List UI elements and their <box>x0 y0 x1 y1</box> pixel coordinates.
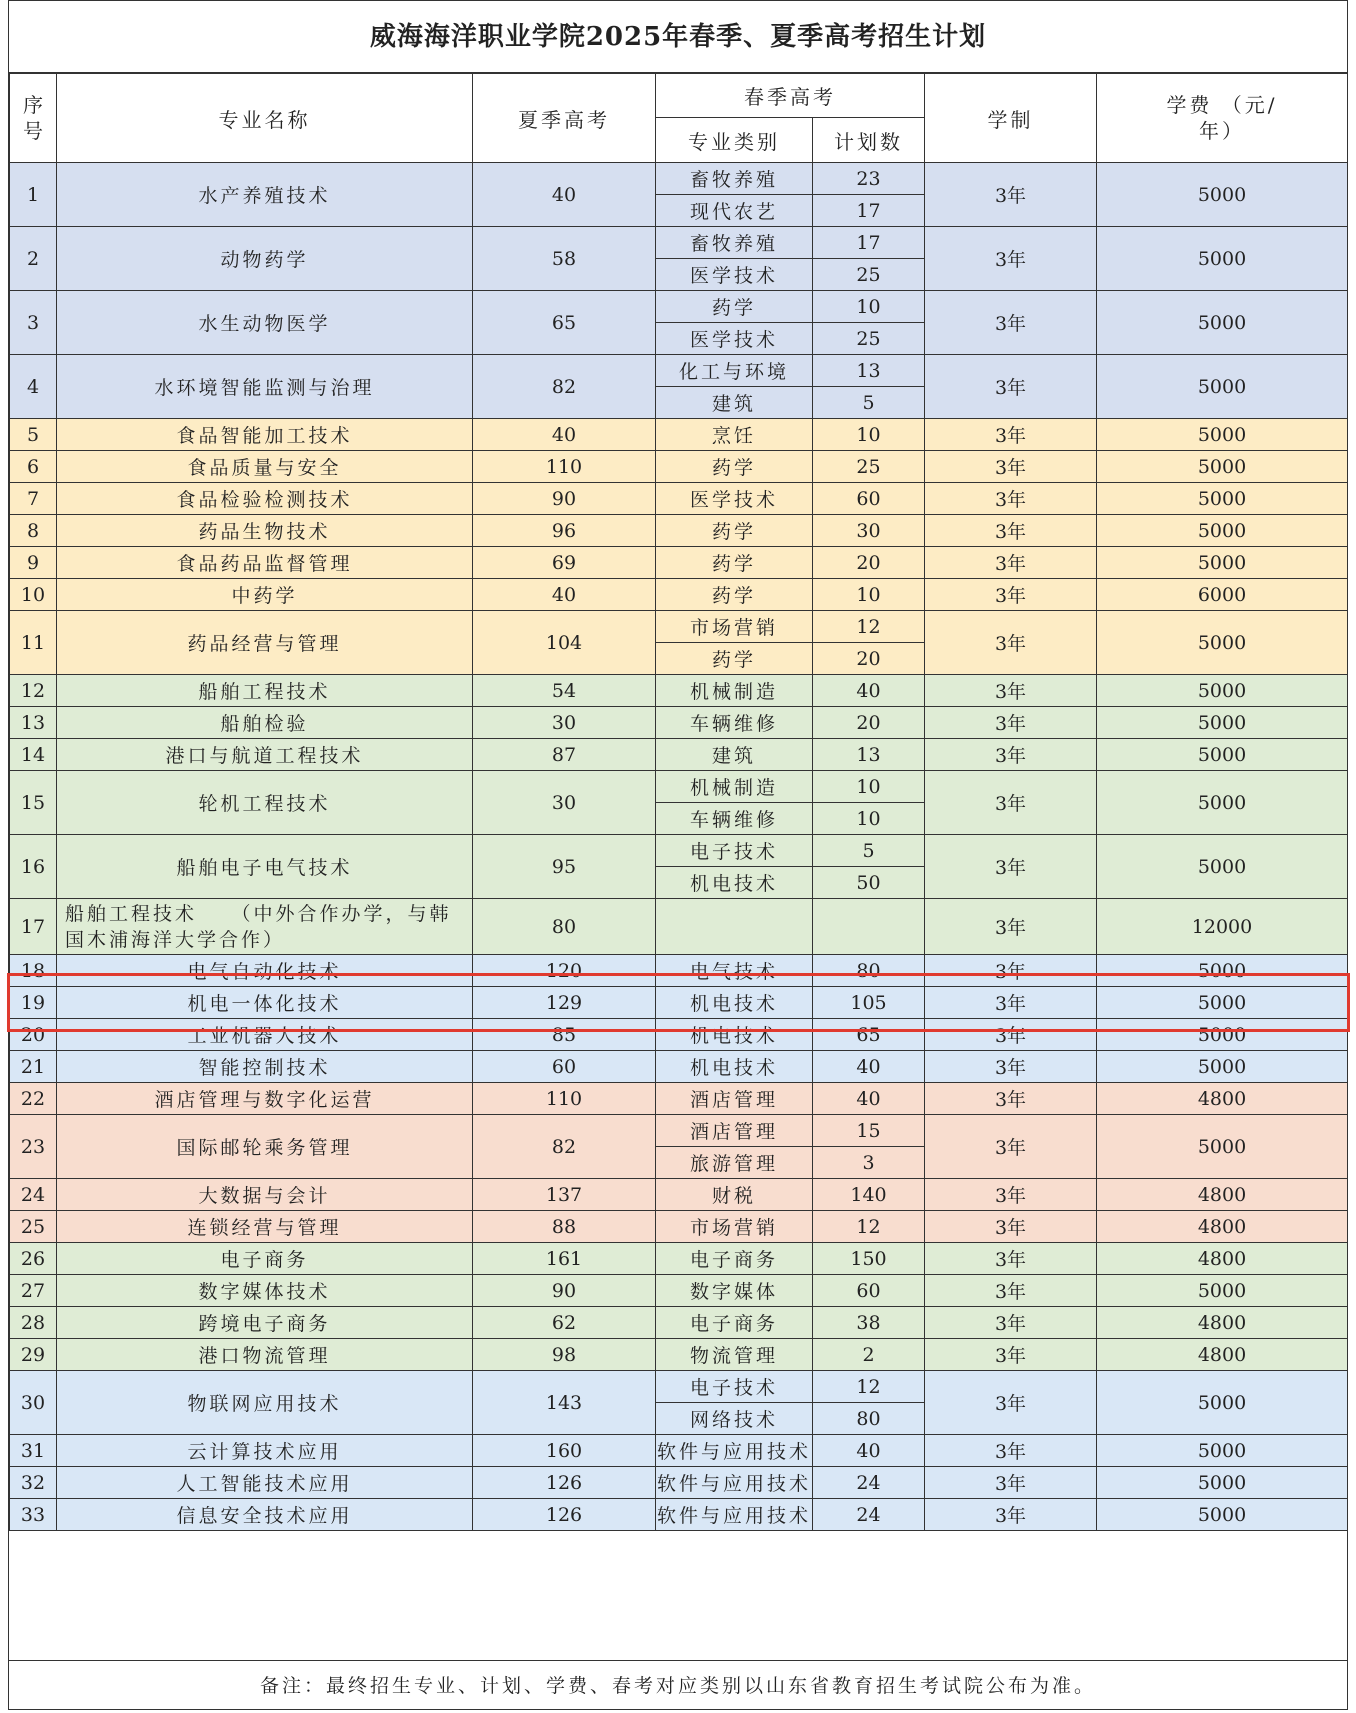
row-spring-category: 酒店管理 <box>656 1083 813 1115</box>
row-duration: 3年 <box>925 1339 1097 1371</box>
row-spring-category: 酒店管理 <box>656 1115 813 1147</box>
row-fee: 5000 <box>1097 515 1348 547</box>
row-spring-category: 机械制造 <box>656 771 813 803</box>
row-spring-category: 网络技术 <box>656 1403 813 1435</box>
table-row <box>10 355 1348 387</box>
table-row <box>10 771 1348 803</box>
row-summer: 90 <box>473 1275 656 1307</box>
row-spring-category: 畜牧养殖 <box>656 163 813 195</box>
row-spring-category: 畜牧养殖 <box>656 227 813 259</box>
row-seq: 20 <box>10 1019 57 1051</box>
row-duration: 3年 <box>925 835 1097 899</box>
row-summer: 40 <box>473 579 656 611</box>
row-seq: 1 <box>10 163 57 227</box>
row-fee: 5000 <box>1097 291 1348 355</box>
row-spring-category: 药学 <box>656 291 813 323</box>
row-seq: 4 <box>10 355 57 419</box>
row-spring-plan: 5 <box>813 387 925 419</box>
row-spring-plan: 3 <box>813 1147 925 1179</box>
row-seq: 32 <box>10 1467 57 1499</box>
table-row <box>10 547 1348 579</box>
row-duration: 3年 <box>925 515 1097 547</box>
row-duration: 3年 <box>925 227 1097 291</box>
row-spring-category: 化工与环境 <box>656 355 813 387</box>
row-seq: 9 <box>10 547 57 579</box>
table-row <box>10 1083 1348 1115</box>
row-fee: 5000 <box>1097 227 1348 291</box>
row-major: 电气自动化技术 <box>57 955 473 987</box>
row-major: 船舶检验 <box>57 707 473 739</box>
row-spring-category: 药学 <box>656 643 813 675</box>
row-spring-category: 财税 <box>656 1179 813 1211</box>
row-major: 药品生物技术 <box>57 515 473 547</box>
row-spring-category: 医学技术 <box>656 259 813 291</box>
table-row <box>10 1435 1348 1467</box>
row-major: 水生动物医学 <box>57 291 473 355</box>
row-summer: 129 <box>473 987 656 1019</box>
row-summer: 98 <box>473 1339 656 1371</box>
row-spring-plan: 150 <box>813 1243 925 1275</box>
row-duration: 3年 <box>925 1275 1097 1307</box>
row-duration: 3年 <box>925 1051 1097 1083</box>
row-duration: 3年 <box>925 547 1097 579</box>
row-spring-plan: 60 <box>813 1275 925 1307</box>
row-duration: 3年 <box>925 1243 1097 1275</box>
row-seq: 2 <box>10 227 57 291</box>
row-spring-plan: 25 <box>813 323 925 355</box>
row-duration: 3年 <box>925 1083 1097 1115</box>
row-seq: 28 <box>10 1307 57 1339</box>
row-summer: 126 <box>473 1499 656 1531</box>
row-fee: 5000 <box>1097 675 1348 707</box>
row-fee: 5000 <box>1097 771 1348 835</box>
row-spring-plan: 20 <box>813 707 925 739</box>
table-row <box>10 1339 1348 1371</box>
row-spring-plan: 12 <box>813 1371 925 1403</box>
row-seq: 31 <box>10 1435 57 1467</box>
row-major: 连锁经营与管理 <box>57 1211 473 1243</box>
row-fee: 4800 <box>1097 1243 1348 1275</box>
table-row <box>10 291 1348 323</box>
row-spring-plan: 40 <box>813 1435 925 1467</box>
row-duration: 3年 <box>925 739 1097 771</box>
table-row <box>10 1371 1348 1403</box>
row-seq: 33 <box>10 1499 57 1531</box>
row-spring-plan: 10 <box>813 419 925 451</box>
row-summer: 104 <box>473 611 656 675</box>
row-spring-category: 机电技术 <box>656 867 813 899</box>
row-summer: 160 <box>473 1435 656 1467</box>
row-fee: 5000 <box>1097 419 1348 451</box>
row-spring-category: 物流管理 <box>656 1339 813 1371</box>
row-major: 药品经营与管理 <box>57 611 473 675</box>
table-row <box>10 1243 1348 1275</box>
row-spring-category: 数字媒体 <box>656 1275 813 1307</box>
row-summer: 120 <box>473 955 656 987</box>
row-major: 船舶电子电气技术 <box>57 835 473 899</box>
row-spring-category: 机电技术 <box>656 1019 813 1051</box>
row-spring-plan: 30 <box>813 515 925 547</box>
row-spring-category: 市场营销 <box>656 611 813 643</box>
row-duration: 3年 <box>925 771 1097 835</box>
row-major: 食品质量与安全 <box>57 451 473 483</box>
row-duration: 3年 <box>925 707 1097 739</box>
row-seq: 29 <box>10 1339 57 1371</box>
row-fee: 5000 <box>1097 1435 1348 1467</box>
row-summer: 40 <box>473 163 656 227</box>
row-spring-plan: 5 <box>813 835 925 867</box>
row-fee: 5000 <box>1097 355 1348 419</box>
row-fee: 5000 <box>1097 1275 1348 1307</box>
admission-plan-table <box>9 73 1348 1531</box>
row-major: 机电一体化技术 <box>57 987 473 1019</box>
row-summer: 80 <box>473 899 656 955</box>
row-spring-plan: 25 <box>813 451 925 483</box>
row-duration: 3年 <box>925 899 1097 955</box>
row-spring-plan: 65 <box>813 1019 925 1051</box>
table-row <box>10 1115 1348 1147</box>
row-duration: 3年 <box>925 291 1097 355</box>
row-duration: 3年 <box>925 1371 1097 1435</box>
row-duration: 3年 <box>925 611 1097 675</box>
row-spring-plan: 50 <box>813 867 925 899</box>
page-title: 威海海洋职业学院2025年春季、夏季高考招生计划 <box>9 1 1347 73</box>
row-major: 人工智能技术应用 <box>57 1467 473 1499</box>
row-summer: 82 <box>473 355 656 419</box>
row-major: 电子商务 <box>57 1243 473 1275</box>
row-major: 食品检验检测技术 <box>57 483 473 515</box>
row-spring-plan: 40 <box>813 675 925 707</box>
row-spring-plan: 25 <box>813 259 925 291</box>
row-spring-plan: 12 <box>813 1211 925 1243</box>
table-row <box>10 419 1348 451</box>
row-fee: 4800 <box>1097 1211 1348 1243</box>
row-duration: 3年 <box>925 483 1097 515</box>
row-major: 国际邮轮乘务管理 <box>57 1115 473 1179</box>
row-seq: 14 <box>10 739 57 771</box>
table-row <box>10 1179 1348 1211</box>
row-spring-plan: 13 <box>813 355 925 387</box>
row-duration: 3年 <box>925 451 1097 483</box>
row-summer: 137 <box>473 1179 656 1211</box>
table-row <box>10 675 1348 707</box>
row-spring-category: 电子技术 <box>656 835 813 867</box>
row-summer: 40 <box>473 419 656 451</box>
row-fee: 5000 <box>1097 739 1348 771</box>
row-summer: 88 <box>473 1211 656 1243</box>
row-spring-category: 电子技术 <box>656 1371 813 1403</box>
row-spring-category: 建筑 <box>656 387 813 419</box>
row-duration: 3年 <box>925 1115 1097 1179</box>
row-fee: 5000 <box>1097 1115 1348 1179</box>
row-spring-category: 软件与应用技术 <box>656 1467 813 1499</box>
row-spring-category: 烹饪 <box>656 419 813 451</box>
row-spring-plan: 17 <box>813 195 925 227</box>
table-row <box>10 899 1348 955</box>
row-spring-plan: 105 <box>813 987 925 1019</box>
row-seq: 22 <box>10 1083 57 1115</box>
row-spring-category <box>656 899 813 955</box>
row-spring-plan: 10 <box>813 291 925 323</box>
row-fee: 5000 <box>1097 1467 1348 1499</box>
row-summer: 126 <box>473 1467 656 1499</box>
row-duration: 3年 <box>925 1019 1097 1051</box>
table-row <box>10 1211 1348 1243</box>
row-spring-category: 电子商务 <box>656 1307 813 1339</box>
row-spring-category: 市场营销 <box>656 1211 813 1243</box>
row-major: 港口物流管理 <box>57 1339 473 1371</box>
row-summer: 54 <box>473 675 656 707</box>
table-row <box>10 1051 1348 1083</box>
row-spring-category: 软件与应用技术 <box>656 1435 813 1467</box>
row-fee: 5000 <box>1097 163 1348 227</box>
row-fee: 6000 <box>1097 579 1348 611</box>
table-row <box>10 1467 1348 1499</box>
row-seq: 3 <box>10 291 57 355</box>
row-duration: 3年 <box>925 675 1097 707</box>
row-summer: 62 <box>473 1307 656 1339</box>
row-major: 云计算技术应用 <box>57 1435 473 1467</box>
row-duration: 3年 <box>925 1435 1097 1467</box>
row-seq: 27 <box>10 1275 57 1307</box>
table-row <box>10 451 1348 483</box>
row-spring-plan: 40 <box>813 1083 925 1115</box>
row-fee: 5000 <box>1097 1051 1348 1083</box>
row-seq: 25 <box>10 1211 57 1243</box>
table-row <box>10 707 1348 739</box>
row-spring-category: 药学 <box>656 579 813 611</box>
row-spring-category: 现代农艺 <box>656 195 813 227</box>
table-row <box>10 987 1348 1019</box>
row-spring-category: 医学技术 <box>656 483 813 515</box>
row-duration: 3年 <box>925 579 1097 611</box>
row-spring-plan: 38 <box>813 1307 925 1339</box>
table-row <box>10 163 1348 195</box>
row-seq: 7 <box>10 483 57 515</box>
table-row <box>10 1019 1348 1051</box>
table-row <box>10 227 1348 259</box>
row-fee: 4800 <box>1097 1307 1348 1339</box>
row-spring-plan: 13 <box>813 739 925 771</box>
table-row <box>10 739 1348 771</box>
row-spring-plan: 23 <box>813 163 925 195</box>
row-spring-plan: 80 <box>813 1403 925 1435</box>
row-spring-plan: 20 <box>813 643 925 675</box>
row-spring-plan: 15 <box>813 1115 925 1147</box>
row-summer: 60 <box>473 1051 656 1083</box>
row-spring-plan: 20 <box>813 547 925 579</box>
header-spring-plan: 计划数 <box>813 118 925 163</box>
row-duration: 3年 <box>925 1499 1097 1531</box>
row-summer: 96 <box>473 515 656 547</box>
row-fee: 5000 <box>1097 483 1348 515</box>
row-summer: 69 <box>473 547 656 579</box>
table-body <box>10 163 1348 1531</box>
row-fee: 5000 <box>1097 1019 1348 1051</box>
row-duration: 3年 <box>925 355 1097 419</box>
table-row <box>10 1307 1348 1339</box>
row-major: 中药学 <box>57 579 473 611</box>
table-row <box>10 579 1348 611</box>
row-seq: 24 <box>10 1179 57 1211</box>
header-seq: 序号 <box>10 74 57 163</box>
row-seq: 26 <box>10 1243 57 1275</box>
row-fee: 4800 <box>1097 1339 1348 1371</box>
row-fee: 4800 <box>1097 1083 1348 1115</box>
row-summer: 30 <box>473 707 656 739</box>
row-seq: 13 <box>10 707 57 739</box>
row-duration: 3年 <box>925 419 1097 451</box>
table-row <box>10 483 1348 515</box>
row-summer: 65 <box>473 291 656 355</box>
row-major: 轮机工程技术 <box>57 771 473 835</box>
row-major: 船舶工程技术 <box>57 675 473 707</box>
row-major: 物联网应用技术 <box>57 1371 473 1435</box>
row-duration: 3年 <box>925 987 1097 1019</box>
row-spring-category: 机械制造 <box>656 675 813 707</box>
row-spring-category: 药学 <box>656 515 813 547</box>
row-duration: 3年 <box>925 163 1097 227</box>
row-fee: 4800 <box>1097 1179 1348 1211</box>
row-spring-category: 车辆维修 <box>656 803 813 835</box>
row-major: 跨境电子商务 <box>57 1307 473 1339</box>
table-row <box>10 1275 1348 1307</box>
row-summer: 90 <box>473 483 656 515</box>
header-spring-category: 专业类别 <box>656 118 813 163</box>
row-spring-category: 机电技术 <box>656 1051 813 1083</box>
row-summer: 110 <box>473 451 656 483</box>
row-duration: 3年 <box>925 1179 1097 1211</box>
row-duration: 3年 <box>925 1467 1097 1499</box>
row-seq: 21 <box>10 1051 57 1083</box>
header-summer: 夏季高考 <box>473 74 656 163</box>
header-duration: 学制 <box>925 74 1097 163</box>
row-summer: 85 <box>473 1019 656 1051</box>
row-spring-plan: 140 <box>813 1179 925 1211</box>
row-spring-plan: 80 <box>813 955 925 987</box>
row-seq: 15 <box>10 771 57 835</box>
footnote: 备注：最终招生专业、计划、学费、春考对应类别以山东省教育招生考试院公布为准。 <box>9 1660 1347 1710</box>
row-seq: 5 <box>10 419 57 451</box>
row-spring-plan: 10 <box>813 579 925 611</box>
row-major: 智能控制技术 <box>57 1051 473 1083</box>
row-fee: 12000 <box>1097 899 1348 955</box>
row-summer: 30 <box>473 771 656 835</box>
row-spring-category: 建筑 <box>656 739 813 771</box>
row-fee: 5000 <box>1097 707 1348 739</box>
row-seq: 17 <box>10 899 57 955</box>
row-fee: 5000 <box>1097 1371 1348 1435</box>
row-duration: 3年 <box>925 955 1097 987</box>
table-row <box>10 835 1348 867</box>
table-row <box>10 515 1348 547</box>
row-spring-plan <box>813 899 925 955</box>
row-fee: 5000 <box>1097 835 1348 899</box>
row-seq: 16 <box>10 835 57 899</box>
row-fee: 5000 <box>1097 547 1348 579</box>
row-spring-plan: 2 <box>813 1339 925 1371</box>
row-spring-category: 电气技术 <box>656 955 813 987</box>
row-spring-category: 车辆维修 <box>656 707 813 739</box>
header-tuition: 学费 （元/年） <box>1097 74 1348 163</box>
row-summer: 95 <box>473 835 656 899</box>
row-spring-plan: 24 <box>813 1467 925 1499</box>
row-major: 大数据与会计 <box>57 1179 473 1211</box>
table-row <box>10 1499 1348 1531</box>
row-summer: 161 <box>473 1243 656 1275</box>
row-fee: 5000 <box>1097 987 1348 1019</box>
row-spring-plan: 10 <box>813 771 925 803</box>
row-major: 信息安全技术应用 <box>57 1499 473 1531</box>
header-major: 专业名称 <box>57 74 473 163</box>
row-summer: 58 <box>473 227 656 291</box>
row-spring-plan: 17 <box>813 227 925 259</box>
row-summer: 87 <box>473 739 656 771</box>
row-summer: 110 <box>473 1083 656 1115</box>
row-summer: 143 <box>473 1371 656 1435</box>
row-fee: 5000 <box>1097 1499 1348 1531</box>
row-duration: 3年 <box>925 1211 1097 1243</box>
row-spring-plan: 40 <box>813 1051 925 1083</box>
row-spring-category: 药学 <box>656 451 813 483</box>
row-seq: 12 <box>10 675 57 707</box>
row-spring-category: 机电技术 <box>656 987 813 1019</box>
table-row <box>10 955 1348 987</box>
header-spring: 春季高考 <box>656 74 925 118</box>
row-spring-plan: 10 <box>813 803 925 835</box>
row-seq: 11 <box>10 611 57 675</box>
row-spring-category: 医学技术 <box>656 323 813 355</box>
row-seq: 30 <box>10 1371 57 1435</box>
row-spring-category: 软件与应用技术 <box>656 1499 813 1531</box>
row-major: 动物药学 <box>57 227 473 291</box>
row-major: 港口与航道工程技术 <box>57 739 473 771</box>
admission-plan-sheet <box>8 0 1348 1710</box>
row-seq: 10 <box>10 579 57 611</box>
row-duration: 3年 <box>925 1307 1097 1339</box>
row-seq: 18 <box>10 955 57 987</box>
row-spring-plan: 12 <box>813 611 925 643</box>
row-seq: 8 <box>10 515 57 547</box>
row-spring-plan: 24 <box>813 1499 925 1531</box>
row-spring-category: 药学 <box>656 547 813 579</box>
row-seq: 23 <box>10 1115 57 1179</box>
row-major: 水环境智能监测与治理 <box>57 355 473 419</box>
row-summer: 82 <box>473 1115 656 1179</box>
row-fee: 5000 <box>1097 955 1348 987</box>
row-major: 水产养殖技术 <box>57 163 473 227</box>
row-seq: 19 <box>10 987 57 1019</box>
row-spring-category: 电子商务 <box>656 1243 813 1275</box>
row-major: 船舶工程技术 （中外合作办学，与韩国木浦海洋大学合作） <box>57 899 473 955</box>
row-seq: 6 <box>10 451 57 483</box>
row-fee: 5000 <box>1097 451 1348 483</box>
row-major: 食品智能加工技术 <box>57 419 473 451</box>
row-spring-plan: 60 <box>813 483 925 515</box>
row-spring-category: 旅游管理 <box>656 1147 813 1179</box>
row-fee: 5000 <box>1097 611 1348 675</box>
table-row <box>10 611 1348 643</box>
row-major: 数字媒体技术 <box>57 1275 473 1307</box>
row-major: 食品药品监督管理 <box>57 547 473 579</box>
row-major: 工业机器人技术 <box>57 1019 473 1051</box>
row-major: 酒店管理与数字化运营 <box>57 1083 473 1115</box>
